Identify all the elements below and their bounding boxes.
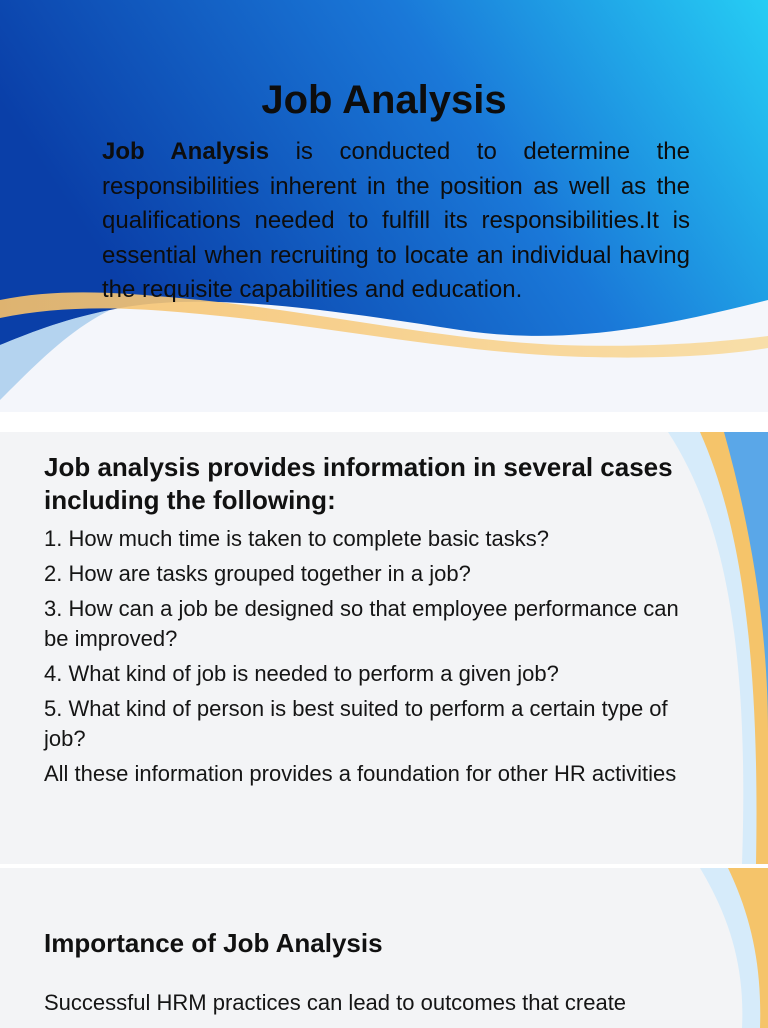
list-item: 2. How are tasks grouped together in a job? <box>44 561 471 586</box>
slide-3 <box>0 868 768 1028</box>
intro-paragraph <box>102 135 690 308</box>
slide-2 <box>0 432 768 864</box>
list-item: 4. What kind of job is needed to perform a given job? <box>44 661 559 686</box>
list-item: All these information provides a foundation for other HR activities <box>44 761 677 786</box>
list-item: 3. How can a job be designed so that employee performance can be improved? <box>44 596 679 651</box>
slide-3-heading: Importance of Job Analysis <box>44 928 383 958</box>
intro-text: is conducted to determine the responsibilities inherent in the position as well as the qualifications needed to fulfill its responsibilities.It is essential when recruiting to locate an individual having the requisite capabilities and education. <box>102 138 690 303</box>
slide-1 <box>0 0 768 412</box>
list-item: 1. How much time is taken to complete basic tasks? <box>44 526 549 551</box>
page-title: Job Analysis <box>261 78 507 122</box>
slide-3-text: Successful HRM practices can lead to outcomes that create <box>44 990 627 1015</box>
questions-list <box>44 524 684 794</box>
list-item: 5. What kind of person is best suited to perform a certain type of job? <box>44 696 668 751</box>
intro-bold-term: Job Analysis <box>102 138 270 165</box>
slide-gap <box>0 412 768 432</box>
slide-2-heading: Job analysis provides information in several cases including the following: <box>44 452 673 515</box>
